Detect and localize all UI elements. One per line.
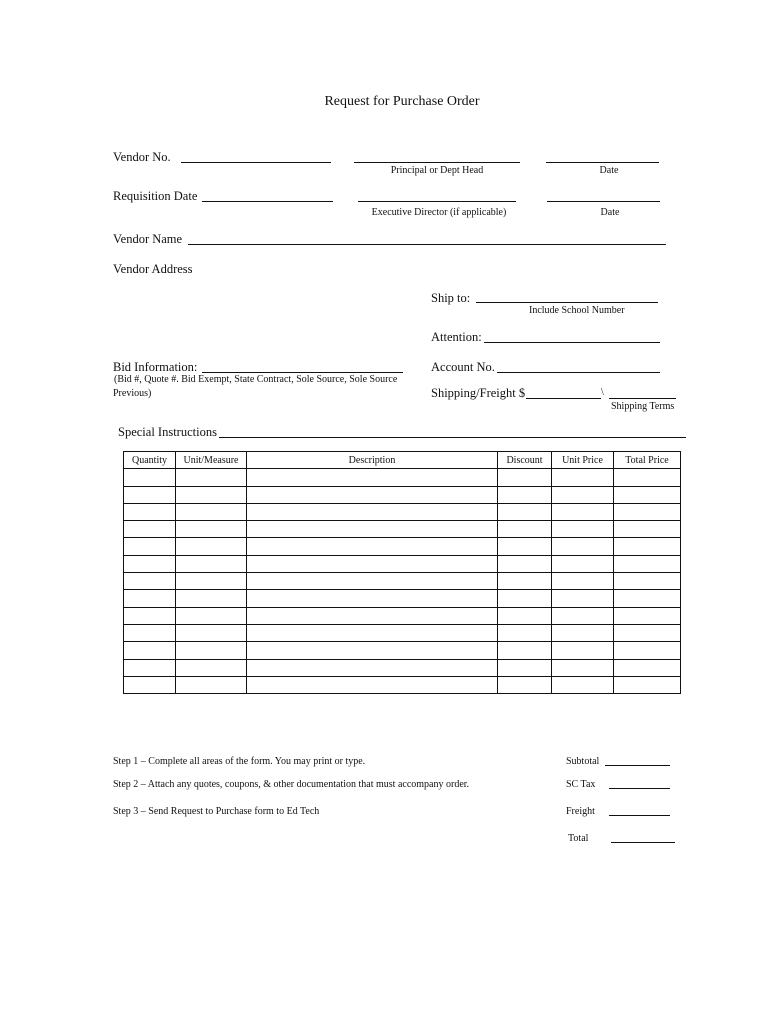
table-row — [124, 555, 681, 572]
table-row — [124, 573, 681, 590]
subtotal-field[interactable] — [605, 765, 670, 766]
include-school-label: Include School Number — [529, 305, 625, 316]
vendor-no-field[interactable] — [181, 162, 331, 163]
cell-quantity[interactable] — [124, 590, 176, 607]
table-row — [124, 486, 681, 503]
cell-unit-price[interactable] — [552, 607, 614, 624]
table-row — [124, 590, 681, 607]
cell-quantity[interactable] — [124, 503, 176, 520]
vendor-name-field[interactable] — [188, 244, 666, 245]
cell-quantity[interactable] — [124, 486, 176, 503]
cell-unit-measure[interactable] — [176, 573, 247, 590]
cell-total-price[interactable] — [614, 503, 681, 520]
bid-information-note: (Bid #, Quote #. Bid Exempt, State Contract, Sole Source, Sole Source — [114, 374, 398, 385]
cell-description[interactable] — [247, 642, 498, 659]
freight-field[interactable] — [609, 815, 670, 816]
cell-unit-measure[interactable] — [176, 624, 247, 641]
cell-unit-measure[interactable] — [176, 590, 247, 607]
subtotal-label: Subtotal — [566, 756, 600, 767]
cell-discount[interactable] — [498, 486, 552, 503]
cell-unit-measure[interactable] — [176, 538, 247, 555]
cell-total-price[interactable] — [614, 676, 681, 693]
table-row — [124, 521, 681, 538]
total-label: Total — [568, 833, 589, 844]
cell-description[interactable] — [247, 538, 498, 555]
cell-discount[interactable] — [498, 573, 552, 590]
column-header-quantity: Quantity — [124, 452, 176, 469]
cell-unit-price[interactable] — [552, 590, 614, 607]
special-instructions-label: Special Instructions — [118, 425, 217, 439]
cell-unit-price[interactable] — [552, 659, 614, 676]
account-no-field[interactable] — [497, 372, 660, 373]
cell-unit-price[interactable] — [552, 676, 614, 693]
cell-quantity[interactable] — [124, 659, 176, 676]
principal-date-field[interactable] — [546, 162, 659, 163]
shipping-separator: \ — [601, 387, 604, 398]
cell-unit-price[interactable] — [552, 573, 614, 590]
cell-unit-price[interactable] — [552, 538, 614, 555]
cell-quantity[interactable] — [124, 607, 176, 624]
cell-quantity[interactable] — [124, 573, 176, 590]
principal-date-label: Date — [599, 165, 619, 176]
table-row — [124, 538, 681, 555]
cell-total-price[interactable] — [614, 573, 681, 590]
cell-total-price[interactable] — [614, 642, 681, 659]
cell-quantity[interactable] — [124, 555, 176, 572]
cell-discount[interactable] — [498, 676, 552, 693]
attention-field[interactable] — [484, 342, 660, 343]
table-row — [124, 607, 681, 624]
cell-description[interactable] — [247, 521, 498, 538]
column-header-unit-price: Unit Price — [552, 452, 614, 469]
shipping-terms-field[interactable] — [609, 398, 676, 399]
items-table — [123, 451, 681, 694]
cell-quantity[interactable] — [124, 676, 176, 693]
cell-unit-price[interactable] — [552, 555, 614, 572]
cell-discount[interactable] — [498, 503, 552, 520]
cell-discount[interactable] — [498, 590, 552, 607]
sc-tax-field[interactable] — [609, 788, 670, 789]
cell-description[interactable] — [247, 573, 498, 590]
cell-description[interactable] — [247, 607, 498, 624]
cell-unit-price[interactable] — [552, 469, 614, 486]
column-header-total-price: Total Price — [614, 452, 681, 469]
cell-total-price[interactable] — [614, 486, 681, 503]
bid-information-label: Bid Information: — [113, 360, 198, 374]
executive-date-field[interactable] — [547, 201, 660, 202]
cell-quantity[interactable] — [124, 624, 176, 641]
cell-total-price[interactable] — [614, 555, 681, 572]
cell-total-price[interactable] — [614, 624, 681, 641]
cell-unit-price[interactable] — [552, 521, 614, 538]
cell-discount[interactable] — [498, 555, 552, 572]
cell-discount[interactable] — [498, 659, 552, 676]
cell-description[interactable] — [247, 624, 498, 641]
executive-label: Executive Director (if applicable) — [371, 207, 507, 218]
shipping-terms-label: Shipping Terms — [611, 401, 675, 412]
table-header-row — [124, 452, 681, 469]
vendor-address-label: Vendor Address — [113, 262, 193, 276]
cell-total-price[interactable] — [614, 469, 681, 486]
cell-description[interactable] — [247, 676, 498, 693]
table-row — [124, 659, 681, 676]
cell-unit-price[interactable] — [552, 624, 614, 641]
step-3-text: Step 3 – Send Request to Purchase form to Ed Tech — [113, 806, 320, 817]
executive-signature-field[interactable] — [358, 201, 516, 202]
column-header-discount: Discount — [498, 452, 552, 469]
principal-label: Principal or Dept Head — [390, 165, 484, 176]
ship-to-field[interactable] — [476, 302, 658, 303]
cell-unit-measure[interactable] — [176, 642, 247, 659]
table-row — [124, 642, 681, 659]
cell-unit-measure[interactable] — [176, 659, 247, 676]
freight-label: Freight — [566, 806, 595, 817]
bid-information-note-cont: Previous) — [113, 388, 152, 399]
table-row — [124, 503, 681, 520]
cell-description[interactable] — [247, 555, 498, 572]
vendor-no-label: Vendor No. — [113, 150, 171, 164]
vendor-name-label: Vendor Name — [113, 232, 183, 246]
column-header-description: Description — [247, 452, 498, 469]
cell-quantity[interactable] — [124, 521, 176, 538]
cell-quantity[interactable] — [124, 538, 176, 555]
total-field[interactable] — [611, 842, 675, 843]
principal-signature-field[interactable] — [354, 162, 520, 163]
page-title: Request for Purchase Order — [324, 94, 480, 109]
step-2-text: Step 2 – Attach any quotes, coupons, & other documentation that must accompany order. — [113, 779, 470, 790]
cell-unit-measure[interactable] — [176, 486, 247, 503]
cell-description[interactable] — [247, 590, 498, 607]
table-row — [124, 469, 681, 486]
cell-discount[interactable] — [498, 607, 552, 624]
cell-unit-measure[interactable] — [176, 469, 247, 486]
special-instructions-field[interactable] — [219, 437, 686, 438]
cell-unit-measure[interactable] — [176, 676, 247, 693]
cell-description[interactable] — [247, 469, 498, 486]
table-row — [124, 676, 681, 693]
cell-unit-price[interactable] — [552, 642, 614, 659]
cell-discount[interactable] — [498, 521, 552, 538]
sc-tax-label: SC Tax — [566, 779, 596, 790]
cell-unit-measure[interactable] — [176, 503, 247, 520]
cell-description[interactable] — [247, 503, 498, 520]
cell-description[interactable] — [247, 659, 498, 676]
cell-total-price[interactable] — [614, 538, 681, 555]
cell-unit-measure[interactable] — [176, 521, 247, 538]
cell-unit-price[interactable] — [552, 486, 614, 503]
cell-unit-measure[interactable] — [176, 607, 247, 624]
cell-unit-measure[interactable] — [176, 555, 247, 572]
cell-description[interactable] — [247, 486, 498, 503]
cell-discount[interactable] — [498, 538, 552, 555]
cell-quantity[interactable] — [124, 469, 176, 486]
cell-total-price[interactable] — [614, 659, 681, 676]
cell-quantity[interactable] — [124, 642, 176, 659]
cell-discount[interactable] — [498, 469, 552, 486]
table-row — [124, 624, 681, 641]
requisition-date-field[interactable] — [202, 201, 333, 202]
account-no-label: Account No. — [431, 360, 495, 374]
shipping-freight-label: Shipping/Freight $ — [431, 386, 526, 400]
step-1-text: Step 1 – Complete all areas of the form. You may print or type. — [113, 756, 366, 767]
cell-discount[interactable] — [498, 642, 552, 659]
ship-to-label: Ship to: — [431, 291, 471, 305]
bid-information-field[interactable] — [202, 372, 403, 373]
cell-unit-price[interactable] — [552, 503, 614, 520]
shipping-freight-field[interactable] — [526, 398, 601, 399]
cell-total-price[interactable] — [614, 590, 681, 607]
column-header-unit-measure: Unit/Measure — [176, 452, 247, 469]
attention-label: Attention: — [431, 330, 482, 344]
executive-date-label: Date — [600, 207, 620, 218]
cell-discount[interactable] — [498, 624, 552, 641]
cell-total-price[interactable] — [614, 521, 681, 538]
requisition-date-label: Requisition Date — [113, 189, 198, 203]
cell-total-price[interactable] — [614, 607, 681, 624]
